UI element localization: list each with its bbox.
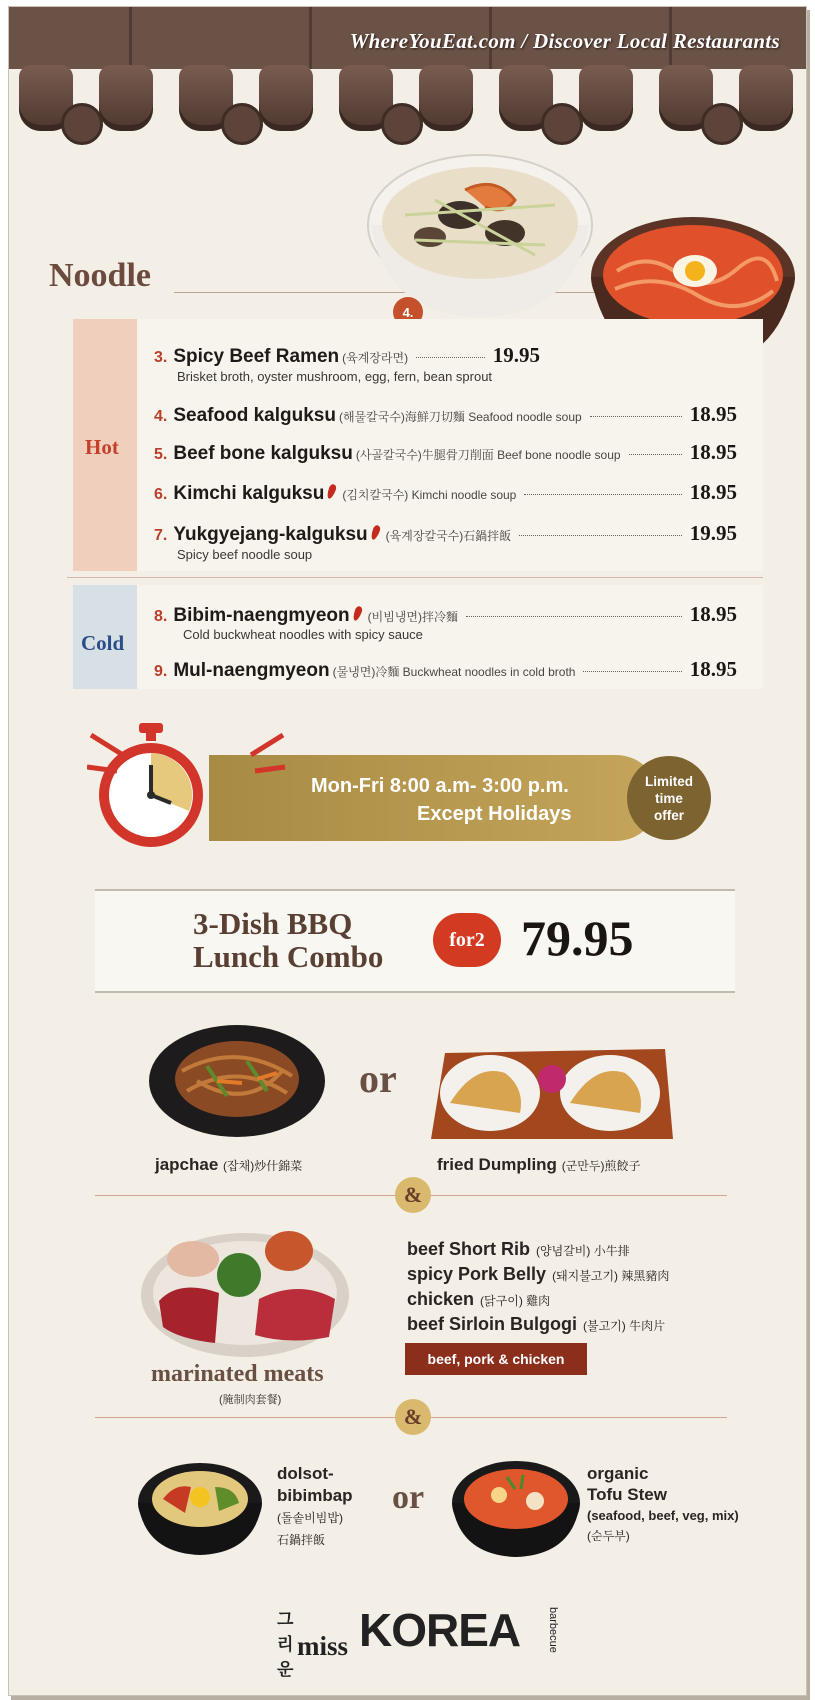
item-price: 18.95 [689,602,737,626]
lunch-hours: Mon-Fri 8:00 a.m- 3:00 p.m. [311,775,569,797]
meat-item-chicken [407,1289,669,1314]
meat-name: spicy Pork Belly [407,1264,547,1284]
and-separator: & [395,1399,431,1435]
roof-tile [259,65,313,131]
bibimbap-caption [277,1463,353,1551]
menu-page [8,6,807,1696]
roof-tile-cap [701,103,743,145]
item-number: 4. [154,408,168,425]
menu-item-9[interactable] [154,657,737,682]
cold-label: Cold [81,631,125,655]
section-title-noodle: Noodle [49,257,151,294]
roof-tile [99,65,153,131]
item-number: 9. [154,663,168,680]
logo-barbecue: barbecue [547,1607,559,1653]
or-separator: or [392,1479,425,1516]
item-price: 18.95 [689,480,737,504]
item-description: Brisket broth, oyster mushroom, egg, fern, bean sprout [177,369,493,384]
spicy-chili-icon [326,483,338,499]
or-separator: or [359,1056,397,1101]
limited-text: offer [654,807,684,823]
meat-name: chicken [407,1289,475,1309]
item-description: Cold buckwheat noodles with spicy sauce [183,627,423,642]
item-number: 5. [154,446,168,463]
meat-item-pork-belly [407,1264,669,1289]
item-price: 19.95 [689,521,737,545]
menu-item-6[interactable] [154,480,737,505]
dish-name: Tofu Stew [587,1485,667,1504]
item-korean: (물냉면)冷麵 Buckwheat noodles in cold broth [332,665,576,679]
dish-korean: (군만두)煎餃子 [561,1159,641,1173]
combo-title-line: 3-Dish BBQ [193,906,353,941]
marinated-meats-photo [139,1219,351,1359]
fried-dumpling-photo [425,1043,679,1143]
dish-note: (seafood, beef, veg, mix) [587,1508,739,1523]
meat-korean: (닭구이) 雞肉 [480,1294,551,1308]
dish-name: bibimbap [277,1486,353,1505]
item-name: Mul-naengmyeon [173,660,330,681]
item-korean: (해물칼국수)海鮮刀切麵 Seafood noodle soup [338,410,582,424]
combo-banner [95,889,735,993]
meat-name: beef Sirloin Bulgogi [407,1314,577,1334]
menu-item-5[interactable] [154,440,737,465]
item-korean: (사골칼국수)牛腿骨刀削面 Beef bone noodle soup [355,448,621,462]
and-separator: & [395,1177,431,1213]
menu-item-3[interactable] [154,343,540,368]
alarm-rays-icon [87,725,287,795]
spicy-chili-icon [369,524,381,540]
hot-label: Hot [85,435,119,459]
dish-name: organic [587,1464,649,1483]
logo-korean: 그리운 [277,1610,294,1679]
japchae-photo [147,1021,327,1141]
dish-name: dolsot- [277,1464,334,1483]
item-korean: (비빔냉면)拌冷麵 [367,610,459,624]
meat-korean: (불고기) 牛肉片 [583,1319,666,1333]
limited-text: Limited [644,773,693,789]
dish-korean: 石鍋拌飯 [277,1533,326,1547]
marinated-meats-korean: (腌制肉套餐) [219,1394,282,1406]
spicy-chili-icon [351,605,363,621]
combo-title [193,907,383,973]
roof-tile [579,65,633,131]
item-number: 3. [154,349,168,366]
item-number: 6. [154,486,168,503]
lunch-except: Except Holidays [417,803,572,825]
dolsot-bibimbap-photo [135,1453,265,1557]
menu-item-8[interactable] [154,602,737,627]
roof-tile-cap [541,103,583,145]
meat-name: beef Short Rib [407,1239,531,1259]
japchae-caption [155,1155,302,1175]
dish-name: fried Dumpling [437,1155,557,1174]
item-price: 18.95 [689,440,737,464]
roof-tile [739,65,793,131]
dish-korean: (잡채)炒什錦菜 [223,1159,303,1173]
meat-item-short-rib [407,1239,669,1264]
marinated-meats-label: marinated meats [151,1361,324,1387]
meat-tag: beef, pork & chicken [405,1343,587,1375]
seafood-kalguksu-photo [365,145,595,325]
meat-korean: (돼지불고기) 辣黑豬肉 [552,1269,670,1283]
roof-tile [419,65,473,131]
limited-time-badge [627,756,711,840]
item-name: Bibim-naengmyeon [173,605,350,626]
dish-name: japchae [155,1155,219,1174]
item-name: Spicy Beef Ramen [173,346,340,367]
dumpling-caption [437,1155,640,1175]
item-price: 18.95 [689,402,737,426]
roof-tile-cap [221,103,263,145]
dish-korean: (돌솥비빔밥) [277,1511,343,1525]
tofu-stew-caption [587,1463,739,1547]
item-korean: (육계장칼국수)石鍋拌飯 [385,529,512,543]
item-name: Kimchi kalguksu [173,483,325,504]
meat-korean: (양념갈비) 小牛排 [536,1244,630,1258]
item-korean: (육계장라면) [342,351,409,365]
item-korean: (김치칼국수) Kimchi noodle soup [342,488,517,502]
site-banner[interactable]: WhereYouEat.com / Discover Local Restaurants [349,29,780,53]
meat-list [407,1239,669,1339]
item-name: Yukgyejang-kalguksu [173,524,368,545]
logo-miss: miss [297,1631,349,1661]
tofu-stew-photo [449,1455,583,1559]
photo-badge-4: 4. [393,297,423,327]
item-price: 18.95 [689,657,737,681]
meat-item-bulgogi [407,1314,669,1339]
combo-title-line: Lunch Combo [193,939,384,974]
item-number: 8. [154,608,168,625]
menu-item-4[interactable] [154,402,737,427]
roof-tile-cap [381,103,423,145]
for-two-badge: for2 [433,913,501,967]
item-price: 19.95 [492,343,540,367]
roof-tile-cap [61,103,103,145]
item-description: Spicy beef noodle soup [177,547,313,562]
logo-korea: KOREA [359,1604,521,1656]
menu-item-7[interactable] [154,521,737,546]
item-number: 7. [154,527,168,544]
item-name: Beef bone kalguksu [173,443,353,464]
section-divider [67,577,763,578]
item-name: Seafood kalguksu [173,405,336,426]
limited-text: time [655,790,683,806]
combo-price: 79.95 [521,910,634,966]
dish-korean: (순두부) [587,1529,630,1543]
